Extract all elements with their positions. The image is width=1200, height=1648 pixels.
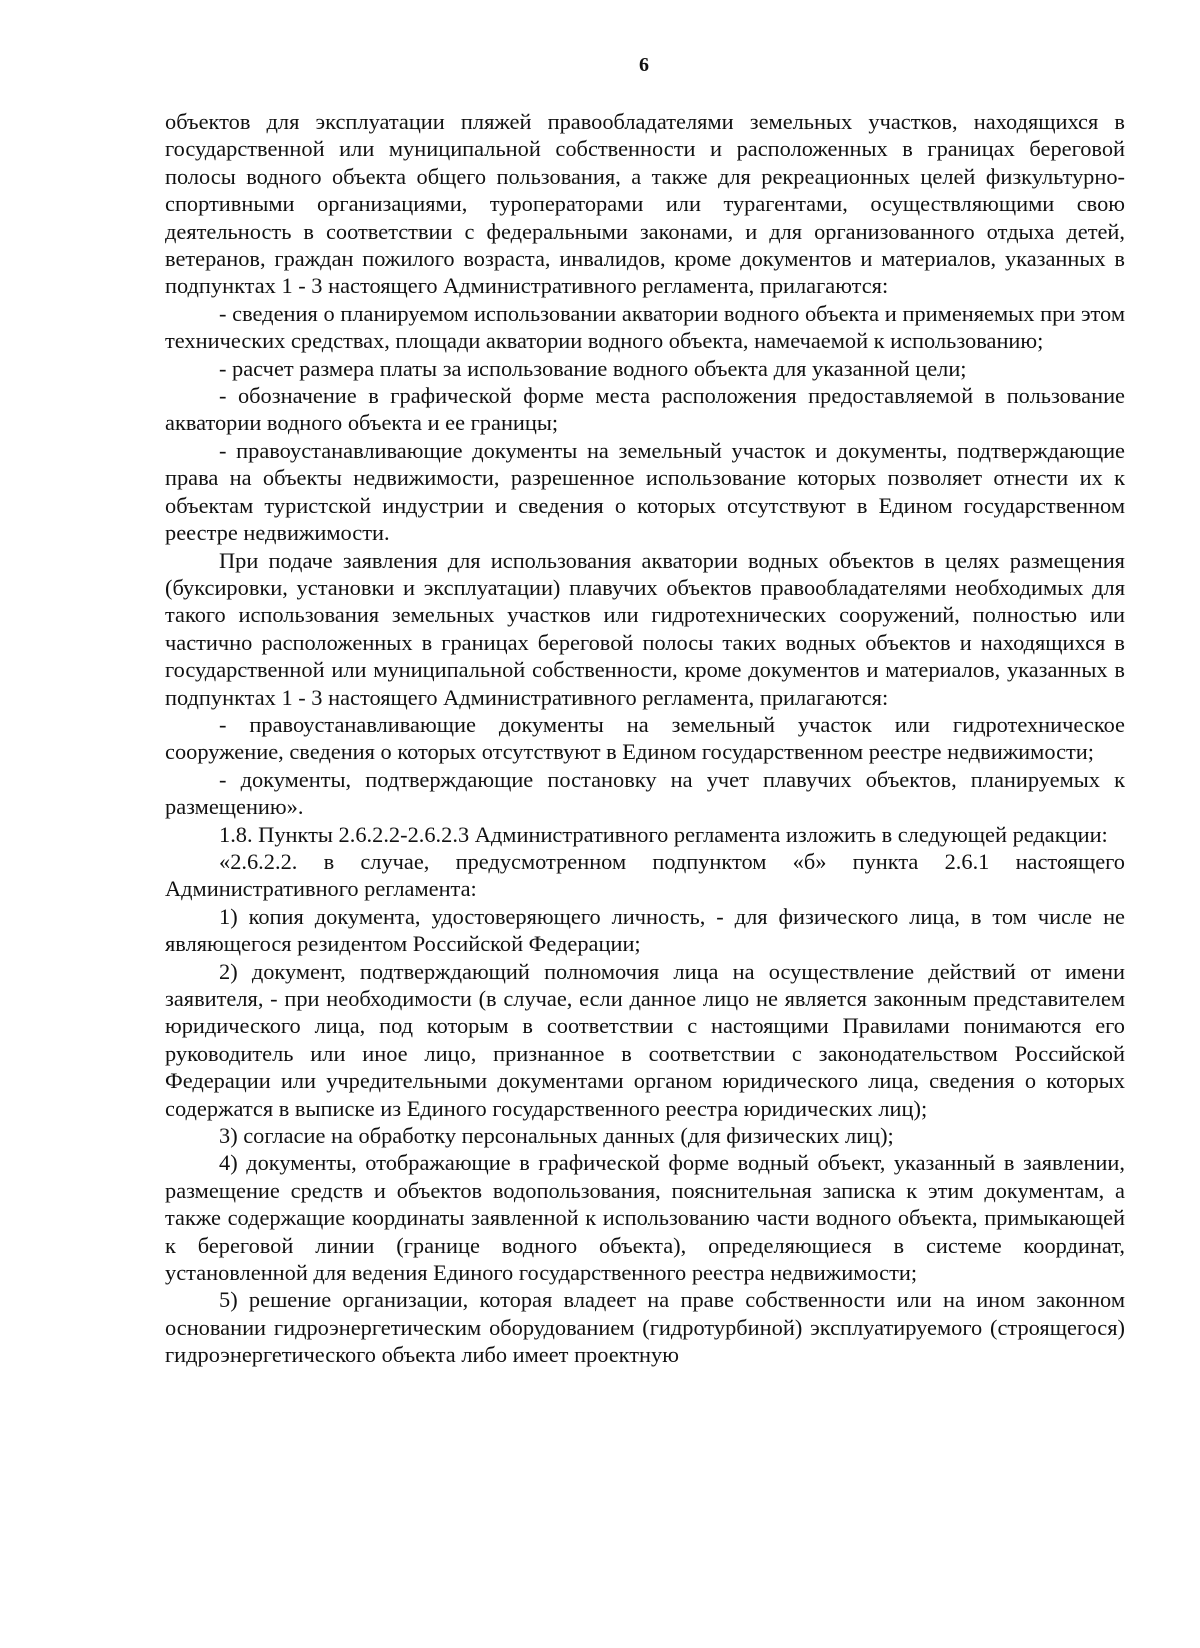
paragraph-item: 3) согласие на обработку персональных данных (для физических лиц); (219, 1123, 894, 1149)
paragraph-continuation: объектов для эксплуатации пляжей правообладателями земельных участков, находящихся в государственной или муниципальной собственности и расположенных в границах береговой полосы водного объекта общего пользования, а также для рекреационных целей физкультурно-спортивными организациями, туроператорами или турагентами, осуществляющими свою деятельность в соответствии с федеральными законами, и для организованного отдыха детей, ветеранов, граждан пожилого возраста, инвалидов, кроме документов и материалов, указанных в подпунктах 1 - 3 настоящего Административного регламента, прилагаются: (165, 109, 1125, 299)
paragraph: При подаче заявления для использования акватории водных объектов в целях размещения (буксировки, установки и эксплуатации) плавучих объектов правообладателями необходимых для такого использования земельных участков или гидротехнических сооружений, полностью или частично расположенных в границах береговой полосы таких водных объектов и находящихся в государственной или муниципальной собственности, кроме документов и материалов, указанных в подпунктах 1 - 3 настоящего Административного регламента, прилагаются: (165, 547, 1125, 710)
paragraph-item: 2) документ, подтверждающий полномочия лица на осуществление действий от имени заявителя, - при необходимости (в случае, если данное лицо не является законным представителем юридического лица, под которым в соответствии с настоящими Правилами понимаются его руководитель или иное лицо, признанное в соответствии с законодательством Российской Федерации или учредительными документами органом юридического лица, сведения о которых содержатся в выписке из Единого государственного реестра юридических лиц); (165, 958, 1125, 1121)
paragraph: «2.6.2.2. в случае, предусмотренном подпунктом «б» пункта 2.6.1 настоящего Административного регламента: (165, 848, 1125, 902)
paragraph-item: 5) решение организации, которая владеет на праве собственности или на ином законном основании гидроэнергетическим оборудованием (гидротурбиной) эксплуатируемого (строящегося) гидроэнергетического объекта либо имеет проектную (165, 1287, 1125, 1368)
paragraph-item: - обозначение в графической форме места расположения предоставляемой в пользование акватории водного объекта и ее границы; (165, 383, 1125, 436)
paragraph-item: 1) копия документа, удостоверяющего личность, - для физического лица, в том числе не являющегося резидентом Российской Федерации; (165, 903, 1125, 957)
document-body (165, 108, 1125, 1369)
paragraph-item: - документы, подтверждающие постановку на учет плавучих объектов, планируемых к размещению». (165, 766, 1125, 820)
page-number: 6 (639, 54, 649, 76)
paragraph-item: 4) документы, отображающие в графической форме водный объект, указанный в заявлении, размещение средств и объектов водопользования, пояснительная записка к этим документам, а также содержащие координаты заявленной к использованию части водного объекта, примыкающей к береговой линии (границе водного объекта), определяющиеся в системе координат, установленной для ведения Единого государственного реестра недвижимости; (165, 1150, 1125, 1286)
paragraph-item: - расчет размера платы за использование водного объекта для указанной цели; (219, 355, 967, 381)
paragraph-item: - правоустанавливающие документы на земельный участок или гидротехническое сооружение, сведения о которых отсутствуют в Едином государственном реестре недвижимости; (165, 711, 1125, 765)
paragraph: 1.8. Пункты 2.6.2.2-2.6.2.3 Административного регламента изложить в следующей редакции: (219, 821, 1108, 847)
paragraph-item: - правоустанавливающие документы на земельный участок и документы, подтверждающие права на объекты недвижимости, разрешенное использование которых позволяет отнести их к объектам туристской индустрии и сведения о которых отсутствуют в Едином государственном реестре недвижимости. (165, 437, 1125, 546)
paragraph-item: - сведения о планируемом использовании акватории водного объекта и применяемых при этом технических средствах, площади акватории водного объекта, намечаемой к использованию; (165, 300, 1125, 354)
